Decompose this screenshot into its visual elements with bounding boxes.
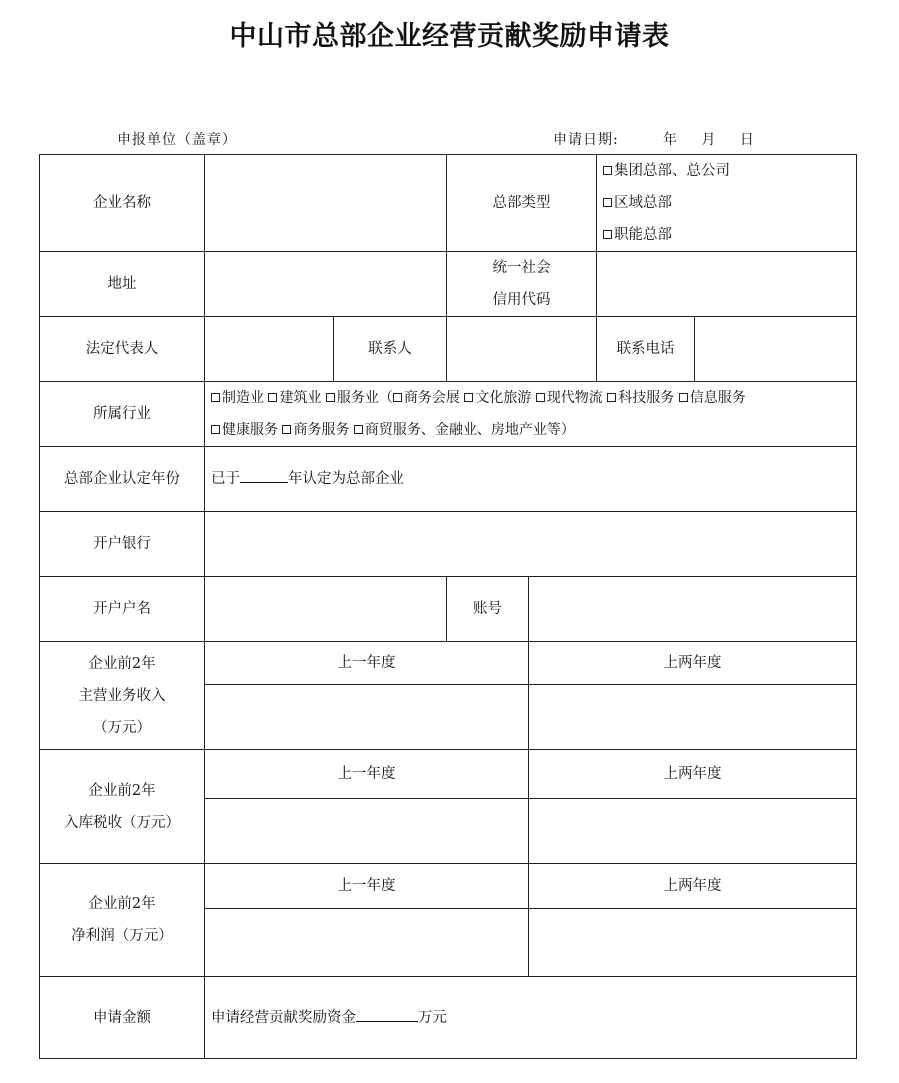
apply-amount-label: 申请金额 bbox=[40, 977, 205, 1059]
checkbox-icon[interactable] bbox=[603, 198, 612, 207]
application-form-table bbox=[39, 154, 857, 1059]
credit-code-label: 统一社会 信用代码 bbox=[447, 252, 597, 317]
application-date-label: 申请日期: bbox=[553, 132, 619, 148]
account-name-field[interactable] bbox=[205, 577, 447, 642]
tax-last-year-header: 上一年度 bbox=[205, 750, 529, 799]
tax-last-year-field[interactable] bbox=[205, 799, 529, 864]
hq-type-option-group[interactable]: 集团总部、总公司 bbox=[603, 155, 850, 187]
legal-rep-field[interactable] bbox=[205, 317, 334, 382]
checkbox-icon[interactable] bbox=[393, 393, 402, 402]
profit-two-years-ago-field[interactable] bbox=[529, 909, 857, 977]
checkbox-icon[interactable] bbox=[211, 425, 220, 434]
profit-label: 企业前2年 净利润（万元） bbox=[40, 864, 205, 977]
revenue-two-years-ago-header: 上两年度 bbox=[529, 642, 857, 685]
industry-label: 所属行业 bbox=[40, 382, 205, 447]
hq-type-label: 总部类型 bbox=[447, 155, 597, 252]
revenue-last-year-field[interactable] bbox=[205, 685, 529, 750]
tax-two-years-ago-header: 上两年度 bbox=[529, 750, 857, 799]
checkbox-icon[interactable] bbox=[536, 393, 545, 402]
checkbox-icon[interactable] bbox=[603, 166, 612, 175]
checkbox-icon[interactable] bbox=[326, 393, 335, 402]
address-field[interactable] bbox=[205, 252, 447, 317]
company-name-field[interactable] bbox=[205, 155, 447, 252]
revenue-two-years-ago-field[interactable] bbox=[529, 685, 857, 750]
checkbox-icon[interactable] bbox=[603, 230, 612, 239]
hq-type-option-regional[interactable]: 区域总部 bbox=[603, 187, 850, 219]
apply-amount-field[interactable]: 申请经营贡献奖励资金 万元 bbox=[205, 977, 857, 1059]
apply-amount-blank[interactable] bbox=[356, 1021, 418, 1022]
page-title: 中山市总部企业经营贡献奖励申请表 bbox=[229, 21, 670, 52]
address-label: 地址 bbox=[40, 252, 205, 317]
legal-rep-label: 法定代表人 bbox=[40, 317, 205, 382]
checkbox-icon[interactable] bbox=[679, 393, 688, 402]
profit-last-year-field[interactable] bbox=[205, 909, 529, 977]
company-name-label: 企业名称 bbox=[40, 155, 205, 252]
cert-year-field[interactable]: 已于 年认定为总部企业 bbox=[205, 447, 857, 512]
hq-type-option-functional[interactable]: 职能总部 bbox=[603, 219, 850, 251]
revenue-label: 企业前2年 主营业务收入 （万元） bbox=[40, 642, 205, 750]
profit-two-years-ago-header: 上两年度 bbox=[529, 864, 857, 909]
contact-field[interactable] bbox=[447, 317, 597, 382]
bank-field[interactable] bbox=[205, 512, 857, 577]
industry-options: 制造业 建筑业 服务业（ 商务会展 文化旅游 现代物流 科技服务 信息服务 健康服务 商务服务 商贸服务、金融业、房地产业等） bbox=[205, 382, 857, 447]
application-date-fields[interactable]: 年 月 日 bbox=[663, 132, 755, 148]
cert-year-label: 总部企业认定年份 bbox=[40, 447, 205, 512]
tax-two-years-ago-field[interactable] bbox=[529, 799, 857, 864]
checkbox-icon[interactable] bbox=[607, 393, 616, 402]
phone-field[interactable] bbox=[695, 317, 857, 382]
cert-year-blank[interactable] bbox=[240, 482, 288, 483]
checkbox-icon[interactable] bbox=[211, 393, 220, 402]
credit-code-field[interactable] bbox=[597, 252, 857, 317]
tax-label: 企业前2年 入库税收（万元） bbox=[40, 750, 205, 864]
checkbox-icon[interactable] bbox=[464, 393, 473, 402]
account-no-field[interactable] bbox=[529, 577, 857, 642]
checkbox-icon[interactable] bbox=[282, 425, 291, 434]
checkbox-icon[interactable] bbox=[268, 393, 277, 402]
checkbox-icon[interactable] bbox=[354, 425, 363, 434]
revenue-last-year-header: 上一年度 bbox=[205, 642, 529, 685]
profit-last-year-header: 上一年度 bbox=[205, 864, 529, 909]
bank-label: 开户银行 bbox=[40, 512, 205, 577]
hq-type-options bbox=[597, 155, 857, 252]
phone-label: 联系电话 bbox=[597, 317, 695, 382]
contact-label: 联系人 bbox=[334, 317, 447, 382]
account-no-label: 账号 bbox=[447, 577, 529, 642]
applicant-unit-label: 申报单位（盖章） bbox=[117, 132, 237, 148]
account-name-label: 开户户名 bbox=[40, 577, 205, 642]
